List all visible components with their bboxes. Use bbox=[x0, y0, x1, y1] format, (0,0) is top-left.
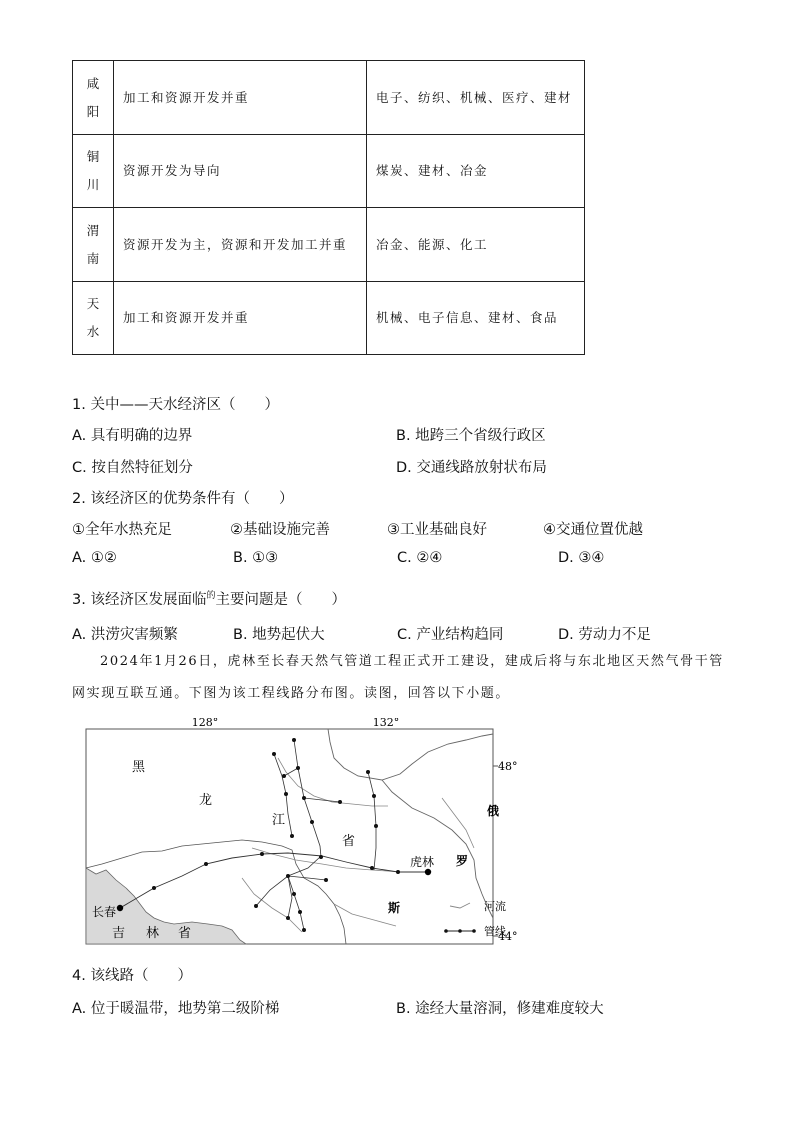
pipeline-station bbox=[286, 916, 290, 920]
pipeline-station bbox=[292, 738, 296, 742]
question-4-stem: 4. 该线路（ ） bbox=[72, 968, 192, 984]
lon-label-128: 128° bbox=[191, 718, 219, 729]
legend-pipeline-dot bbox=[458, 929, 462, 933]
table-cell-mode: 加工和资源开发并重 bbox=[114, 282, 367, 355]
river bbox=[252, 848, 402, 872]
pipeline-station bbox=[298, 910, 302, 914]
pipeline-branch bbox=[288, 876, 304, 930]
river bbox=[334, 904, 396, 926]
pipeline-station bbox=[292, 892, 296, 896]
label-long: 龙 bbox=[199, 793, 213, 808]
pipeline-station bbox=[302, 796, 306, 800]
lon-label-132: 132° bbox=[372, 718, 400, 729]
table-cell-industry: 机械、电子信息、建材、食品 bbox=[367, 282, 585, 355]
pipeline-station bbox=[254, 904, 258, 908]
legend-river-symbol bbox=[450, 903, 470, 908]
pipeline-station bbox=[204, 862, 208, 866]
pipeline-station bbox=[396, 870, 400, 874]
question-4-option-a: A. 位于暖温带，地势第二级阶梯 bbox=[72, 1001, 280, 1017]
label-si: 斯 bbox=[388, 901, 401, 915]
label-ji: 吉 bbox=[112, 926, 126, 941]
industry-table bbox=[72, 60, 585, 355]
legend-pipeline-label: 管线 bbox=[484, 925, 506, 938]
question-3-option-a: A. 洪涝灾害频繁 bbox=[72, 627, 178, 643]
question-2-option-a: A. ①② bbox=[72, 550, 117, 566]
table-cell-city: 渭 南 bbox=[73, 208, 114, 282]
pipeline-main bbox=[120, 853, 428, 908]
river bbox=[278, 758, 388, 806]
question-3-stem: 3. 该经济区发展面临$^的$主要问题是（ ） bbox=[72, 591, 346, 608]
table-cell-mode: 资源开发为主，资源和开发加工并重 bbox=[114, 208, 367, 282]
table-row bbox=[73, 208, 585, 282]
question-2-stem: 2. 该经济区的优势条件有（ ） bbox=[72, 491, 294, 507]
pipeline-station bbox=[282, 774, 286, 778]
question-1-stem: 1. 关中——天水经济区（ ） bbox=[72, 397, 279, 413]
table-cell-mode: 加工和资源开发并重 bbox=[114, 61, 367, 135]
pipeline-station bbox=[319, 855, 323, 859]
pipeline-station bbox=[366, 770, 370, 774]
question-2-statement-2: ②基础设施完善 bbox=[230, 522, 330, 538]
question-2-statement-3: ③工业基础良好 bbox=[387, 522, 487, 538]
question-4-option-b: B. 途经大量溶洞，修建难度较大 bbox=[396, 1001, 604, 1017]
table-cell-city: 铜 川 bbox=[73, 135, 114, 208]
label-lin: 林 bbox=[146, 926, 160, 941]
legend-pipeline-dot bbox=[444, 929, 448, 933]
table-cell-city: 天 水 bbox=[73, 282, 114, 355]
pipeline-station bbox=[374, 824, 378, 828]
changchun-marker bbox=[117, 905, 123, 911]
pipeline-station bbox=[290, 834, 294, 838]
label-sheng: 省 bbox=[342, 834, 356, 849]
lat-label-44: 44° bbox=[498, 930, 518, 943]
pipeline-station bbox=[272, 752, 276, 756]
question-2-option-b: B. ①③ bbox=[233, 550, 279, 566]
table-row bbox=[73, 282, 585, 355]
table-cell-city: 咸 阳 bbox=[73, 61, 114, 135]
question-1-option-b: B. 地跨三个省级行政区 bbox=[396, 428, 546, 444]
table-cell-mode: 资源开发为导向 bbox=[114, 135, 367, 208]
label-e: 俄 bbox=[487, 804, 500, 818]
label-luo: 罗 bbox=[456, 854, 469, 868]
pipeline-station bbox=[372, 794, 376, 798]
pipeline-branch bbox=[368, 772, 376, 870]
pipeline-station bbox=[260, 852, 264, 856]
table-cell-industry: 煤炭、建材、冶金 bbox=[367, 135, 585, 208]
pipeline-station bbox=[310, 820, 314, 824]
pipeline-station bbox=[302, 928, 306, 932]
huling-marker bbox=[425, 869, 431, 875]
pipeline-station bbox=[284, 792, 288, 796]
pipeline-stations bbox=[152, 738, 400, 932]
river bbox=[242, 878, 302, 932]
question-2-statement-1: ①全年水热充足 bbox=[72, 522, 172, 538]
passage-text: 2024年1月26日，虎林至长春天然气管道工程正式开工建设，建成后将与东北地区天然气骨干管网实现互联互通。下图为该工程线路分布图。读图，回答以下小题。 bbox=[72, 654, 724, 701]
legend-pipeline-dot bbox=[472, 929, 476, 933]
question-1-option-c: C. 按自然特征划分 bbox=[72, 460, 193, 476]
question-1-option-d: D. 交通线路放射状布局 bbox=[396, 460, 547, 476]
question-2-option-d: D. ③④ bbox=[558, 550, 605, 566]
question-3-option-b: B. 地势起伏大 bbox=[233, 627, 325, 643]
pipeline-station bbox=[286, 874, 290, 878]
lat-label-48: 48° bbox=[498, 760, 518, 773]
label-jiang: 江 bbox=[272, 813, 286, 828]
label-sheng2: 省 bbox=[178, 926, 192, 941]
question-3-option-c: C. 产业结构趋同 bbox=[397, 627, 504, 643]
table-cell-industry: 电子、纺织、机械、医疗、建材 bbox=[367, 61, 585, 135]
pipeline-station bbox=[370, 866, 374, 870]
city-label-changchun: 长春 bbox=[92, 905, 117, 919]
label-hei: 黑 bbox=[132, 760, 146, 775]
legend-river-label: 河流 bbox=[484, 900, 506, 913]
pipeline-station bbox=[338, 800, 342, 804]
table-row bbox=[73, 135, 585, 208]
question-2-statement-4: ④交通位置优越 bbox=[543, 522, 643, 538]
pipeline-station bbox=[152, 886, 156, 890]
question-2-option-c: C. ②④ bbox=[397, 550, 443, 566]
question-3-option-d: D. 劳动力不足 bbox=[558, 627, 651, 643]
pipeline-map bbox=[82, 718, 532, 950]
river bbox=[442, 798, 474, 848]
table-cell-industry: 冶金、能源、化工 bbox=[367, 208, 585, 282]
border-east bbox=[382, 780, 493, 918]
question-1-option-a: A. 具有明确的边界 bbox=[72, 428, 193, 444]
pipeline-station bbox=[296, 766, 300, 770]
city-label-huling: 虎林 bbox=[410, 855, 435, 869]
border-north bbox=[328, 729, 493, 780]
table-row bbox=[73, 61, 585, 135]
pipeline-station bbox=[324, 878, 328, 882]
